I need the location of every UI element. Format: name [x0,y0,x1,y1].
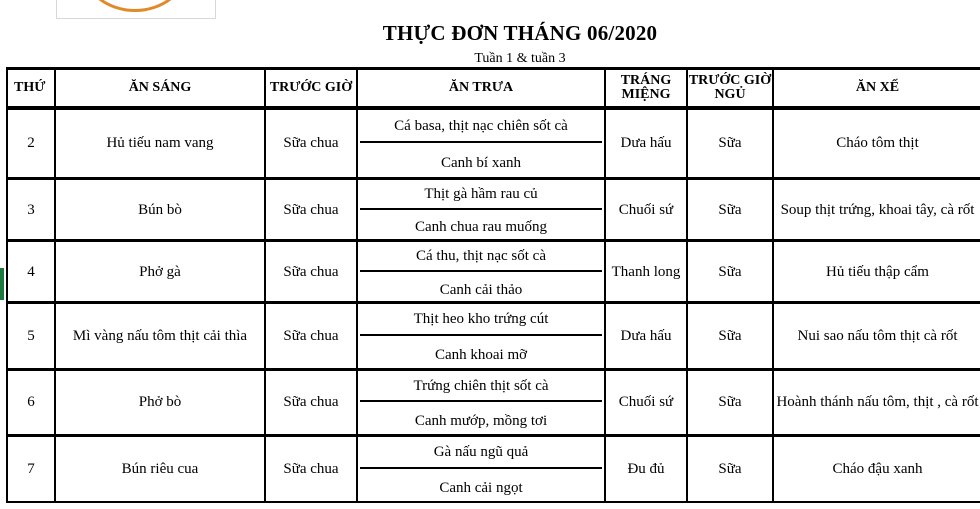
lunch-main-dish: Gà nấu ngũ quả [360,437,602,469]
menu-cell-day: 3 [7,178,55,240]
menu-cell-lunch [357,369,605,435]
header-before-sleep: TRƯỚC GIỜ NGỦ [687,69,773,109]
menu-cell-afternoon: Cháo tôm thịt [773,108,980,178]
menu-row [7,303,980,369]
menu-cell-afternoon: Hủ tiếu thập cẩm [773,241,980,303]
menu-row [7,178,980,240]
row-selection-marker [0,268,4,300]
menu-row [7,436,980,502]
lunch-main-dish: Thịt heo kho trứng cút [360,304,602,336]
lunch-main-dish: Cá basa, thịt nạc chiên sốt cà [360,110,602,143]
menu-cell-before-nap: Sữa chua [265,241,357,303]
logo-arc [83,0,187,12]
menu-cell-dessert: Dưa hấu [605,303,687,369]
header-lunch: ĂN TRƯA [357,69,605,109]
menu-row [7,241,980,303]
menu-cell-breakfast: Bún riêu cua [55,436,265,502]
menu-cell-breakfast: Phở gà [55,241,265,303]
menu-cell-afternoon: Soup thịt trứng, khoai tây, cà rốt [773,178,980,240]
lunch-main-dish: Trứng chiên thịt sốt cà [360,371,602,403]
menu-cell-before-nap: Sữa chua [265,436,357,502]
menu-title: THỰC ĐƠN THÁNG 06/2020 [382,21,658,45]
menu-cell-day: 2 [7,108,55,178]
menu-cell-afternoon: Nui sao nấu tôm thịt cà rốt [773,303,980,369]
menu-cell-dessert: Chuối sứ [605,369,687,435]
menu-cell-before-sleep: Sữa [687,436,773,502]
menu-cell-breakfast: Bún bò [55,178,265,240]
header-breakfast: ĂN SÁNG [55,69,265,109]
menu-cell-before-sleep: Sữa [687,241,773,303]
menu-cell-before-nap: Sữa chua [265,303,357,369]
menu-cell-before-sleep: Sữa [687,303,773,369]
menu-cell-lunch [357,303,605,369]
header-afternoon-snack: ĂN XẾ [773,69,980,109]
menu-cell-dessert: Chuối sứ [605,178,687,240]
lunch-soup: Canh cải thảo [439,281,523,298]
menu-cell-lunch [357,436,605,502]
menu-cell-dessert: Đu đủ [605,436,687,502]
header-row [7,69,980,109]
lunch-main-dish: Cá thu, thịt nạc sốt cà [360,242,602,272]
lunch-soup: Canh khoai mỡ [434,346,528,363]
menu-cell-before-sleep: Sữa [687,369,773,435]
lunch-soup: Canh cải ngọt [439,480,523,497]
menu-cell-day: 6 [7,369,55,435]
menu-cell-before-sleep: Sữa [687,108,773,178]
menu-cell-dessert: Dưa hấu [605,108,687,178]
menu-cell-lunch [357,178,605,240]
menu-cell-before-nap: Sữa chua [265,178,357,240]
menu-cell-day: 5 [7,303,55,369]
menu-cell-breakfast: Hủ tiếu nam vang [55,108,265,178]
lunch-soup: Canh bí xanh [441,155,521,172]
menu-cell-lunch [357,108,605,178]
lunch-soup: Canh chua rau muống [414,219,548,236]
menu-cell-before-nap: Sữa chua [265,108,357,178]
menu-cell-afternoon: Cháo đậu xanh [773,436,980,502]
lunch-main-dish: Thịt gà hầm rau củ [360,180,602,210]
menu-cell-day: 7 [7,436,55,502]
menu-cell-before-sleep: Sữa [687,178,773,240]
header-dessert: TRÁNG MIỆNG [605,69,687,109]
menu-cell-afternoon: Hoành thánh nấu tôm, thịt , cà rốt [773,369,980,435]
menu-table [6,67,980,503]
menu-cell-dessert: Thanh long [605,241,687,303]
menu-subtitle: Tuần 1 & tuần 3 [474,51,566,66]
menu-cell-breakfast: Mì vàng nấu tôm thịt cải thìa [55,303,265,369]
lunch-soup: Canh mướp, mồng tơi [414,413,548,430]
header-before-nap: TRƯỚC GIỜ [265,69,357,109]
menu-cell-lunch [357,241,605,303]
menu-cell-before-nap: Sữa chua [265,369,357,435]
menu-row [7,108,980,178]
school-logo [56,0,216,19]
header-day: THỨ [7,69,55,109]
menu-row [7,369,980,435]
menu-cell-breakfast: Phở bò [55,369,265,435]
menu-cell-day: 4 [7,241,55,303]
